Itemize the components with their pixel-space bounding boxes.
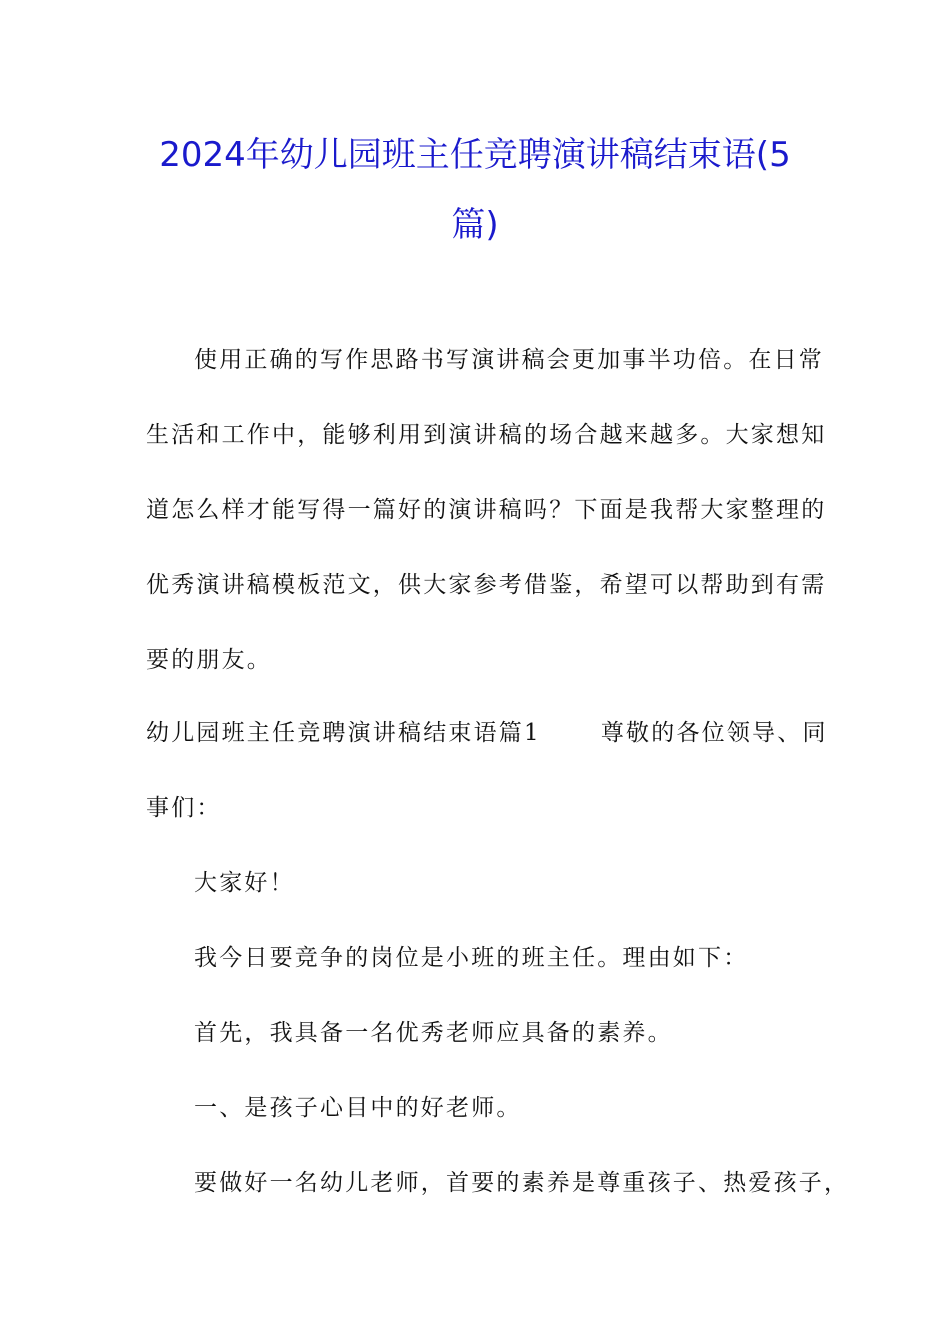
- salutation-start: 尊敬的各位领导、同: [600, 720, 828, 746]
- greeting: 大家好！: [194, 870, 295, 896]
- section-heading-line: [146, 713, 828, 753]
- paragraph-1: 我今日要竞争的岗位是小班的班主任。理由如下：: [194, 945, 749, 971]
- document-title-line1: 2024年幼儿园班主任竞聘演讲稿结束语(5: [159, 135, 791, 175]
- section-heading: 幼儿园班主任竞聘演讲稿结束语篇1: [146, 720, 541, 746]
- paragraph-4: 要做好一名幼儿老师，首要的素养是尊重孩子、热爱孩子，: [194, 1170, 850, 1196]
- intro-line-2: 生活和工作中，能够利用到演讲稿的场合越来越多。大家想知: [146, 422, 827, 448]
- intro-line-1: 使用正确的写作思路书写演讲稿会更加事半功倍。在日常: [194, 347, 824, 373]
- paragraph-2: 首先，我具备一名优秀老师应具备的素养。: [194, 1020, 673, 1046]
- document-title-line2: 篇): [451, 205, 499, 245]
- intro-line-4: 优秀演讲稿模板范文，供大家参考借鉴，希望可以帮助到有需: [146, 572, 827, 598]
- paragraph-3: 一、是孩子心目中的好老师。: [194, 1095, 522, 1121]
- salutation-end: 事们：: [146, 795, 222, 821]
- intro-line-5: 要的朋友。: [146, 647, 272, 673]
- intro-line-3: 道怎么样才能写得一篇好的演讲稿吗？下面是我帮大家整理的: [146, 497, 827, 523]
